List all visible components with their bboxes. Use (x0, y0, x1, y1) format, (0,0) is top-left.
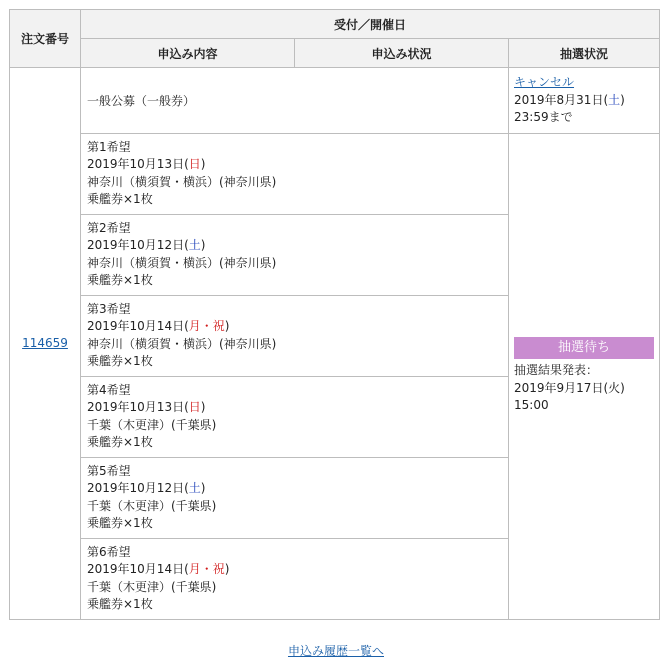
preference-dow: 土 (188, 238, 201, 252)
preference-cell (81, 133, 509, 214)
preference-place: 千葉（木更津）(千葉県) (87, 417, 217, 432)
preference-rank: 第5希望 (87, 463, 131, 478)
preference-dow: 土 (188, 481, 201, 495)
order-number-cell (10, 68, 81, 620)
preference-dow: 日 (188, 400, 201, 414)
preference-ticket: 乗艦券×1枚 (87, 435, 153, 449)
preference-place: 千葉（木更津）(千葉県) (87, 498, 217, 513)
header-application-content: 申込み内容 (81, 39, 295, 68)
deadline-dow: 土 (608, 92, 621, 107)
header-lottery-status: 抽選状況 (509, 39, 660, 68)
lottery-result-date: 2019年9月17日(火) (514, 380, 625, 395)
order-table (9, 9, 660, 620)
preference-cell (81, 457, 509, 538)
deadline-date: 2019年8月31日(土) (514, 92, 625, 107)
general-entry-label: 一般公募（一般券） (81, 68, 509, 134)
preference-rank: 第3希望 (87, 301, 131, 316)
preference-cell (81, 376, 509, 457)
preference-rank: 第1希望 (87, 139, 131, 154)
cancel-link[interactable]: キャンセル (514, 75, 575, 89)
general-entry-status (509, 68, 660, 134)
preference-date: 2019年10月14日(月・祝) (87, 562, 230, 576)
preference-ticket: 乗艦券×1枚 (87, 516, 153, 530)
preference-date: 2019年10月13日(日) (87, 400, 206, 414)
lottery-waiting-badge: 抽選待ち (514, 337, 654, 359)
preference-place: 神奈川（横須賀・横浜）(神奈川県) (87, 255, 277, 270)
header-application-status: 申込み状況 (295, 39, 509, 68)
preference-rank: 第4希望 (87, 382, 131, 397)
lottery-status-cell (509, 133, 660, 619)
preference-date: 2019年10月12日(土) (87, 481, 206, 495)
preference-dow: 月・祝 (188, 562, 225, 576)
preference-rank: 第6希望 (87, 544, 131, 559)
preference-ticket: 乗艦券×1枚 (87, 273, 153, 287)
preference-rank: 第2希望 (87, 220, 131, 235)
preference-ticket: 乗艦券×1枚 (87, 354, 153, 368)
preference-ticket: 乗艦券×1枚 (87, 597, 153, 611)
preference-cell (81, 214, 509, 295)
preference-date: 2019年10月13日(日) (87, 157, 206, 171)
preference-dow: 日 (188, 157, 201, 171)
preference-place: 千葉（木更津）(千葉県) (87, 579, 217, 594)
preference-place: 神奈川（横須賀・横浜）(神奈川県) (87, 174, 277, 189)
lottery-result-label: 抽選結果発表： (514, 363, 599, 378)
preference-date: 2019年10月12日(土) (87, 238, 206, 252)
preference-ticket: 乗艦券×1枚 (87, 192, 153, 206)
preference-row (10, 133, 660, 214)
deadline-time: 23:59まで (514, 110, 573, 124)
header-reception-date: 受付／開催日 (81, 10, 660, 39)
lottery-result-time: 15:00 (514, 398, 549, 413)
header-order-number: 注文番号 (10, 10, 81, 68)
preference-place: 神奈川（横須賀・横浜）(神奈川県) (87, 336, 277, 351)
preference-dow: 月・祝 (188, 319, 225, 333)
history-list-link[interactable]: 申込み履歴一覧へ (287, 644, 384, 658)
preference-cell (81, 538, 509, 619)
preference-date: 2019年10月14日(月・祝) (87, 319, 230, 333)
footer (0, 642, 672, 659)
order-number-link[interactable]: 114659 (22, 336, 68, 351)
preference-cell (81, 295, 509, 376)
